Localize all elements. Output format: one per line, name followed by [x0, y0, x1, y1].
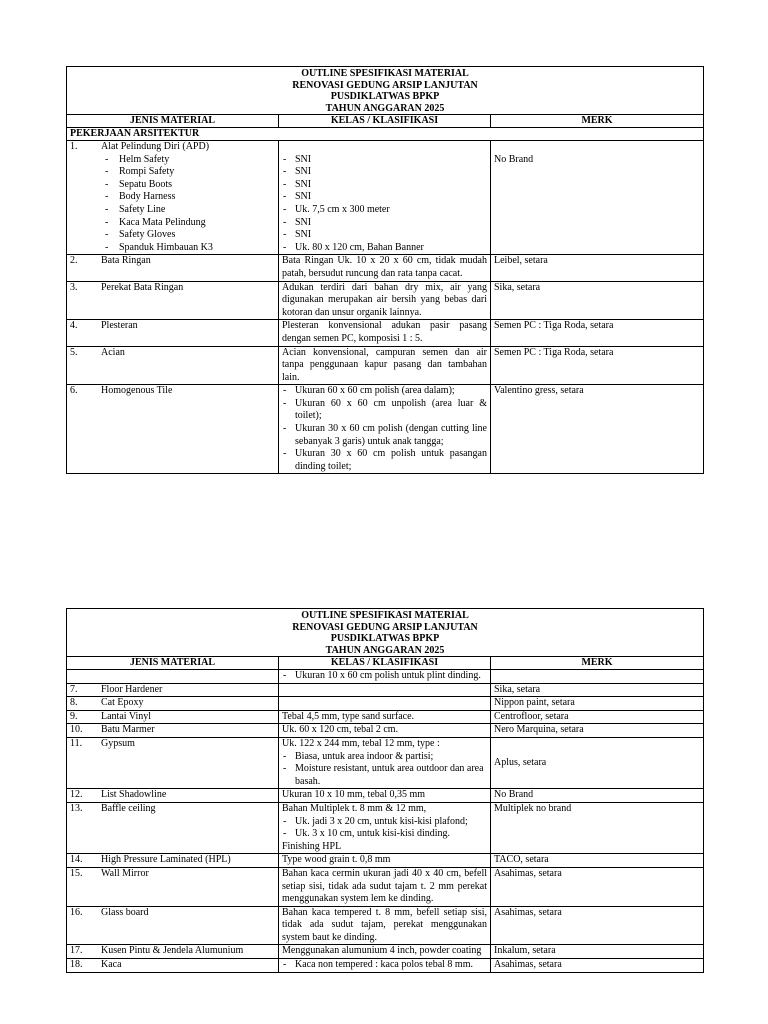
header-row — [67, 115, 704, 128]
list-item: - Uk. 80 x 120 cm, Bahan Banner — [282, 242, 487, 255]
spec-table-page-2 — [66, 608, 703, 973]
list-item: - SNI — [282, 179, 487, 192]
table-row — [67, 906, 704, 945]
material-name: Batu Marmer — [101, 724, 155, 736]
table-row — [67, 945, 704, 959]
spec-cell: Bata Ringan Uk. 10 x 20 x 60 cm, tidak mudah patah, bersudut runcung dan rata tanpa cacat. — [279, 255, 491, 281]
title-line: TAHUN ANGGARAN 2025 — [325, 102, 445, 114]
list-item: - Uk. 3 x 10 cm, untuk kisi-kisi dinding. — [282, 828, 487, 841]
table-row — [67, 255, 704, 281]
material-cell — [67, 945, 279, 959]
table-row — [67, 683, 704, 697]
material-cell — [67, 346, 279, 385]
material-name: Homogenous Tile — [101, 385, 173, 397]
list-item: - Ukuran 10 x 60 cm polish untuk plint dinding. — [282, 670, 487, 683]
table-row — [67, 141, 704, 255]
table-row — [67, 281, 704, 320]
apd-list — [70, 154, 275, 255]
list-item: - Ukuran 60 x 60 cm unpolish (area luar & toilet); — [282, 398, 487, 423]
row-number: 13. — [70, 802, 83, 814]
merk-cell: Centrofloor, setara — [491, 710, 704, 724]
row-number: 12. — [70, 789, 83, 801]
spec-text: Uk. 122 x 244 mm, tebal 12 mm, type : — [282, 737, 440, 749]
title-line: TAHUN ANGGARAN 2025 — [325, 644, 445, 656]
merk-cell: No Brand — [491, 141, 704, 255]
section-title: PEKERJAAN ARSITEKTUR — [67, 128, 704, 141]
spec-table — [66, 66, 704, 474]
spec-cell — [279, 141, 491, 255]
spec-cell — [279, 683, 491, 697]
material-cell — [67, 255, 279, 281]
table-title — [67, 67, 704, 115]
merk-cell: Leibel, setara — [491, 255, 704, 281]
list-item: - SNI — [282, 229, 487, 242]
material-cell — [67, 789, 279, 803]
merk-cell: No Brand — [491, 789, 704, 803]
list-item: - SNI — [282, 154, 487, 167]
material-name: Bata Ringan — [101, 255, 151, 267]
table-row — [67, 320, 704, 346]
material-name: Cat Epoxy — [101, 697, 144, 709]
list-item: - Safety Line — [104, 204, 275, 217]
list-item: - Body Harness — [104, 191, 275, 204]
table-row — [67, 854, 704, 868]
merk-cell: Aplus, setara — [491, 737, 704, 788]
row-number: 8. — [70, 697, 78, 709]
spec-cell: Uk. 60 x 120 cm, tebal 2 cm. — [279, 724, 491, 738]
material-cell — [67, 281, 279, 320]
spec-cell — [279, 670, 491, 684]
list-item: - Rompi Safety — [104, 166, 275, 179]
spec-cell: Menggunakan alumunium 4 inch, powder coating — [279, 945, 491, 959]
merk-cell: Nippon paint, setara — [491, 697, 704, 711]
list-item: - Helm Safety — [104, 154, 275, 167]
list-item: - Kaca non tempered : kaca polos tebal 8 mm. — [282, 959, 487, 972]
merk-cell: Semen PC : Tiga Roda, setara — [491, 346, 704, 385]
row-number: 10. — [70, 724, 83, 736]
list-item: - Uk. jadi 3 x 20 cm, untuk kisi-kisi plafond; — [282, 816, 487, 829]
material-cell — [67, 867, 279, 906]
table-row — [67, 710, 704, 724]
table-row — [67, 346, 704, 385]
row-number: 17. — [70, 945, 83, 957]
material-cell — [67, 385, 279, 474]
row-number: 3. — [70, 281, 78, 293]
table-row — [67, 867, 704, 906]
spec-cell: Tebal 4,5 mm, type sand surface. — [279, 710, 491, 724]
list-item: - Sepatu Boots — [104, 179, 275, 192]
spec-cell — [279, 959, 491, 973]
title-line: RENOVASI GEDUNG ARSIP LANJUTAN — [292, 79, 478, 91]
spec-cell: Bahan kaca tempered t. 8 mm, befell setiap sisi, tidak ada sudut tajam, perekat menggunakan system baut ke dinding. — [279, 906, 491, 945]
header-kelas: KELAS / KLASIFIKASI — [279, 115, 491, 128]
material-name: Kaca — [101, 959, 122, 971]
header-jenis: JENIS MATERIAL — [67, 657, 279, 670]
table-row — [67, 724, 704, 738]
merk-cell — [491, 670, 704, 684]
list-item: - Biasa, untuk area indoor & partisi; — [282, 751, 487, 764]
spec-list — [282, 959, 487, 972]
table-row — [67, 697, 704, 711]
list-item: - Safety Gloves — [104, 229, 275, 242]
merk-cell: Valentino gress, setara — [491, 385, 704, 474]
list-item: - SNI — [282, 191, 487, 204]
spec-list — [282, 385, 487, 473]
spec-cell — [279, 697, 491, 711]
material-cell — [67, 141, 279, 255]
spec-list — [282, 154, 487, 255]
merk-cell: Nero Marquina, setara — [491, 724, 704, 738]
table-row — [67, 737, 704, 788]
table-title — [67, 609, 704, 657]
header-row — [67, 657, 704, 670]
header-kelas: KELAS / KLASIFIKASI — [279, 657, 491, 670]
list-item: - Kaca Mata Pelindung — [104, 217, 275, 230]
list-item: - Moisture resistant, untuk area outdoor dan area basah. — [282, 763, 487, 788]
row-number: 18. — [70, 959, 83, 971]
material-name: Perekat Bata Ringan — [101, 281, 184, 293]
material-cell — [67, 697, 279, 711]
spec-list — [282, 751, 487, 789]
header-merk: MERK — [491, 657, 704, 670]
material-name: Baffle ceiling — [101, 802, 156, 814]
spec-cell: Plesteran konvensional adukan pasir pasang dengan semen PC, komposisi 1 : 5. — [279, 320, 491, 346]
row-number: 4. — [70, 320, 78, 332]
row-number: 5. — [70, 346, 78, 358]
row-number: 2. — [70, 255, 78, 267]
material-cell — [67, 802, 279, 853]
material-cell — [67, 670, 279, 684]
spec-cell — [279, 385, 491, 474]
material-cell — [67, 906, 279, 945]
spec-cell — [279, 737, 491, 788]
title-line: RENOVASI GEDUNG ARSIP LANJUTAN — [292, 621, 478, 633]
row-number: 9. — [70, 710, 78, 722]
table-row — [67, 959, 704, 973]
title-line: PUSDIKLATWAS BPKP — [330, 91, 440, 102]
table-row — [67, 789, 704, 803]
spec-cell: Type wood grain t. 0,8 mm — [279, 854, 491, 868]
material-cell — [67, 737, 279, 788]
material-cell — [67, 959, 279, 973]
material-cell — [67, 683, 279, 697]
spec-cell: Ukuran 10 x 10 mm, tebal 0,35 mm — [279, 789, 491, 803]
list-item: - Ukuran 30 x 60 cm polish (dengan cutting line sebanyak 3 garis) untuk anak tangga; — [282, 423, 487, 448]
spec-cell: Bahan kaca cermin ukuran jadi 40 x 40 cm, befell setiap sisi, tidak ada sudut tajam t. 2 mm perekat menggunakan system lem ke dinding. — [279, 867, 491, 906]
merk-cell: Sika, setara — [491, 683, 704, 697]
merk-cell: TACO, setara — [491, 854, 704, 868]
row-number: 11. — [70, 737, 83, 749]
row-number: 1. — [70, 141, 78, 152]
spec-list — [282, 816, 487, 841]
material-name: Plesteran — [101, 320, 138, 332]
spec-list — [282, 670, 487, 683]
row-number: 16. — [70, 906, 83, 918]
table-row — [67, 802, 704, 853]
material-name: Alat Pelindung Diri (APD) — [101, 141, 210, 152]
row-number: 7. — [70, 683, 78, 695]
material-name: Acian — [101, 346, 125, 358]
list-item: - Spanduk Himbauan K3 — [104, 242, 275, 255]
material-cell — [67, 854, 279, 868]
spec-cell: Adukan terdiri dari bahan dry mix, air yang digunakan merupakan air bersih yang bebas dari kotoran dan unsur organik lainnya. — [279, 281, 491, 320]
header-merk: MERK — [491, 115, 704, 128]
header-jenis: JENIS MATERIAL — [67, 115, 279, 128]
title-line: OUTLINE SPESIFIKASI MATERIAL — [301, 610, 469, 621]
merk-cell: Sika, setara — [491, 281, 704, 320]
spec-text: Finishing HPL — [282, 840, 342, 852]
spec-table-page-1 — [66, 66, 703, 474]
merk-cell: Semen PC : Tiga Roda, setara — [491, 320, 704, 346]
list-item: - Ukuran 30 x 60 cm polish untuk pasangan dinding toilet; — [282, 448, 487, 473]
list-item: - SNI — [282, 217, 487, 230]
material-name: Wall Mirror — [101, 867, 149, 879]
spec-text: Bahan Multiplek t. 8 mm & 12 mm, — [282, 802, 427, 814]
title-line: PUSDIKLATWAS BPKP — [330, 633, 440, 644]
material-name: Floor Hardener — [101, 683, 163, 695]
material-name: Gypsum — [101, 737, 135, 749]
spec-table — [66, 608, 704, 973]
spec-cell: Acian konvensional, campuran semen dan air tanpa penggunaan kapur pasang dan tambahan lain. — [279, 346, 491, 385]
spec-cell — [279, 802, 491, 853]
material-name: List Shadowline — [101, 789, 167, 801]
material-cell — [67, 724, 279, 738]
material-name: Lantai Vinyl — [101, 710, 152, 722]
merk-cell: Inkalum, setara — [491, 945, 704, 959]
title-line: OUTLINE SPESIFIKASI MATERIAL — [301, 68, 469, 79]
table-row — [67, 385, 704, 474]
row-number: 6. — [70, 385, 78, 397]
merk-cell: Asahimas, setara — [491, 906, 704, 945]
material-name: Kusen Pintu & Jendela Alumunium — [101, 945, 244, 957]
merk-cell: Asahimas, setara — [491, 959, 704, 973]
row-number: 15. — [70, 867, 83, 879]
merk-cell: Asahimas, setara — [491, 867, 704, 906]
material-name: High Pressure Laminated (HPL) — [101, 854, 231, 866]
list-item: - Uk. 7,5 cm x 300 meter — [282, 204, 487, 217]
table-row — [67, 670, 704, 684]
list-item: - Ukuran 60 x 60 cm polish (area dalam); — [282, 385, 487, 398]
row-number: 14. — [70, 854, 83, 866]
material-name: Glass board — [101, 906, 149, 918]
merk-cell: Multiplek no brand — [491, 802, 704, 853]
material-cell — [67, 710, 279, 724]
material-cell — [67, 320, 279, 346]
list-item: - SNI — [282, 166, 487, 179]
